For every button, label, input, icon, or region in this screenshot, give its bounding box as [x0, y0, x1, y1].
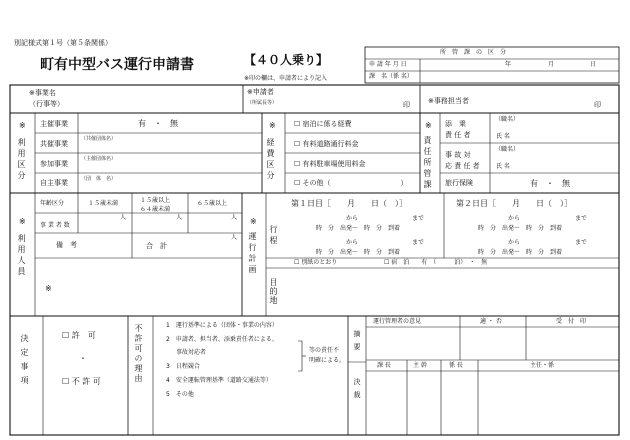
attached-sheet-label: 別紙のとおり: [301, 259, 338, 266]
stamp-label: 課 長: [377, 362, 391, 369]
usage-row-value[interactable]: （団 体 名）: [81, 176, 117, 182]
date-day: 日: [590, 61, 597, 68]
appropriate-value[interactable]: 適 ・ 否: [480, 318, 502, 325]
remarks-field[interactable]: [37, 260, 240, 314]
unit-label: 人: [176, 214, 183, 221]
time-line[interactable]: 時 分 出発～ 時 分 到着: [316, 225, 401, 232]
unit-label: 人: [120, 214, 127, 221]
usage-row-label: 自主事業: [40, 179, 68, 187]
expense-item-checkbox[interactable]: ☐ 有料道路通行料金: [294, 140, 359, 148]
expense-item-label: 宿泊に係る経費: [302, 120, 352, 128]
attached-sheet-checkbox[interactable]: ☐ 別紙のとおり: [294, 259, 338, 266]
usage-row-value[interactable]: （共催団体名）: [81, 136, 117, 142]
users-label: 利用人員: [17, 234, 26, 278]
day2-label[interactable]: 第２日目［ 月 日（ ）］: [456, 199, 572, 208]
approve-checkbox[interactable]: ☐ 許 可: [62, 331, 96, 340]
capacity-label: 【４０人乗り】: [244, 53, 329, 67]
business-name-label: ※事業名: [29, 89, 56, 97]
incident-title[interactable]: （職名）: [495, 146, 520, 153]
until-label: まで: [412, 239, 425, 246]
receipt-seal-label: 受 付 印: [556, 318, 587, 325]
usage-row-value[interactable]: 有 ・ 無: [138, 119, 178, 128]
destination-field[interactable]: [287, 270, 617, 314]
incident-label: 事 故 対 応 責 任 者: [445, 151, 480, 170]
time-line[interactable]: 時 分 出発～ 時 分 到着: [478, 225, 563, 232]
insurance-value[interactable]: 有 ・ 無: [530, 179, 570, 188]
usage-row-label: 主催事業: [40, 120, 68, 128]
remarks-marker: ※: [45, 284, 52, 293]
until-label: まで: [575, 239, 588, 246]
approve-label: 許 可: [71, 331, 96, 340]
age-group: ６５歳以上: [197, 200, 228, 207]
total-label: 合 計: [146, 242, 167, 250]
form-title: 町有中型バス運行申請書: [40, 57, 194, 73]
responsible-marker: ※: [425, 121, 432, 130]
time-line[interactable]: 時 分 出発～ 時 分 到着: [316, 249, 401, 256]
from-label: から: [508, 215, 521, 222]
date-year: 年: [505, 61, 512, 68]
reason-item: 4 安全運転管理基準（道路交通法等）: [166, 377, 272, 384]
usage-row-label: 参加事業: [40, 160, 68, 168]
responsible-dept-label: 責任所管課: [423, 136, 432, 191]
age-class-label: 年齢区分: [40, 200, 65, 207]
from-label: から: [346, 239, 359, 246]
entry-note: ※印の欄は、申請者により記入: [244, 75, 328, 82]
expense-item-label: 有料道路通行料金: [302, 140, 359, 148]
date-month: 月: [548, 61, 555, 68]
expense-item-checkbox[interactable]: ☐ その他（ ）: [294, 179, 408, 187]
expense-marker: ※: [269, 121, 276, 130]
reason-item: 2 申請者、担当者、添乗責任者による、: [166, 336, 278, 343]
lodging-checkbox[interactable]: ☐ 宿 泊 有 （ 泊） ・ 無: [384, 259, 488, 266]
reason-item: 3 日程競合: [166, 363, 200, 370]
users-marker: ※: [19, 217, 26, 226]
usage-marker: ※: [19, 121, 26, 130]
form-number: 別記様式第１号（第５条関係）: [14, 39, 112, 47]
remarks-label: 備 考: [56, 241, 77, 249]
route-label: 行程: [269, 225, 278, 247]
lodging-label: 宿 泊 有 （ 泊） ・ 無: [391, 259, 488, 266]
reject-label: 不 許 可: [71, 377, 101, 386]
age-group: １５歳未満: [88, 200, 119, 207]
schedule-marker: ※: [250, 217, 257, 226]
stamp-label: 主任・係: [530, 362, 555, 369]
until-label: まで: [575, 215, 588, 222]
decision-label: 決定事項: [20, 334, 29, 390]
destination-label: 目的地: [269, 278, 278, 305]
responsible-note: 等の責任不 明確による。: [309, 347, 346, 364]
business-name-sub: （行事等）: [29, 100, 64, 108]
day1-label[interactable]: 第１日目［ 月 日（ ）］: [291, 199, 407, 208]
reason-item: 1 運行基準による（団体・事業の内容）: [166, 322, 278, 329]
business-name-field[interactable]: [80, 87, 240, 111]
supervisor-title[interactable]: （職名）: [495, 116, 520, 123]
reject-checkbox[interactable]: ☐ 不 許 可: [62, 377, 101, 386]
stamp-label: 主 幹: [413, 362, 427, 369]
separator-dot: ・: [79, 354, 87, 363]
expense-item-label: その他（ ）: [302, 179, 408, 187]
from-label: から: [508, 239, 521, 246]
contact-seal: 印: [594, 101, 601, 109]
applicant-seal: 印: [403, 101, 410, 109]
incident-name[interactable]: 氏 名: [496, 163, 510, 170]
age-group: １５歳以上 ６４歳未満: [140, 197, 171, 213]
plan-label: 運行計画: [248, 232, 257, 276]
applicant-label: ※申請者: [247, 88, 274, 96]
reason-item: 5 その他: [166, 391, 194, 398]
unit-label: 人: [231, 214, 238, 221]
usage-row-value[interactable]: （主催団体名）: [81, 156, 117, 162]
unit-label: 人: [231, 234, 238, 241]
until-label: まで: [412, 215, 425, 222]
reason-item: 事故対応者: [176, 349, 207, 356]
time-line[interactable]: 時 分 出発～ 時 分 到着: [478, 249, 563, 256]
usage-row-label: 共催事業: [40, 140, 68, 148]
stamp-label: 係 長: [449, 362, 463, 369]
application-date-label: 申 請 年 月 日: [369, 61, 407, 68]
contact-label: ※事務担当者: [428, 97, 469, 105]
supervisor-name[interactable]: 氏 名: [496, 133, 510, 140]
expense-item-label: 有料駐車場使用料金: [302, 160, 366, 168]
manager-opinion-label: 運行管理者の意見: [373, 318, 422, 325]
applicant-sub: （所属長等）: [247, 100, 278, 106]
course-field[interactable]: [421, 72, 617, 82]
count-label: 事 業 者 数: [40, 222, 70, 229]
expense-class-label: 経費区分: [266, 138, 275, 182]
usage-class-label: 利用区分: [17, 138, 26, 182]
insurance-label: 旅行保険: [445, 179, 473, 187]
department-header: 所 管 課 の 区 分: [440, 49, 507, 56]
supervisor-label: 添 乗 責 任 者: [445, 120, 471, 139]
expense-item-checkbox[interactable]: ☐ 宿泊に係る経費: [294, 120, 352, 128]
reject-reason-label: 不許可の理由: [134, 324, 143, 384]
course-label: 課 名（係 名）: [369, 73, 413, 80]
expense-item-checkbox[interactable]: ☐ 有料駐車場使用料金: [294, 160, 366, 168]
summary-label: 摘要: [353, 330, 361, 356]
from-label: から: [346, 215, 359, 222]
approval-label: 決裁: [353, 378, 361, 404]
